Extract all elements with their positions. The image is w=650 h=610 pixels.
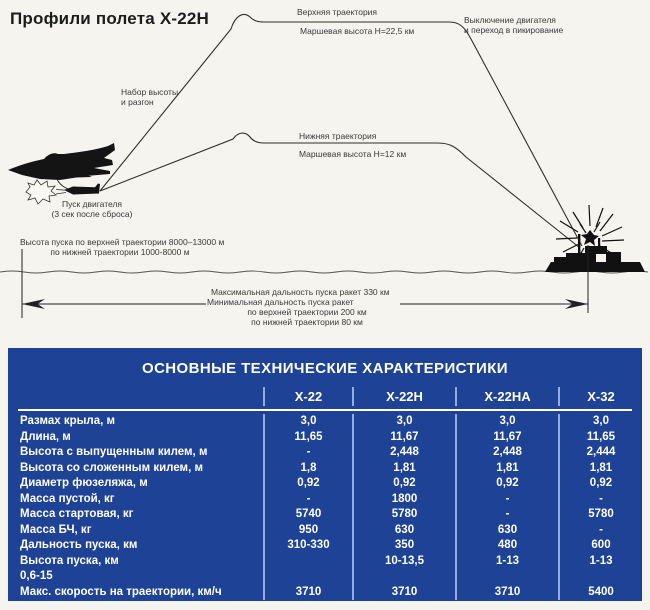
- row-label: Макс. скорость на траектории, км/ч: [20, 585, 222, 598]
- cell-value: 1,81: [558, 461, 642, 477]
- cell-value: 3710: [352, 585, 455, 601]
- row-label: Дальность пуска, км: [20, 539, 138, 551]
- table-header-row: [8, 387, 642, 406]
- cell-value: -: [558, 523, 642, 539]
- label-upper-trajectory: Верхняя траектория: [297, 7, 378, 17]
- row-label: Масса стартовая, кг: [20, 508, 134, 520]
- label-launch-altitude: Высота пуска по верхней траектории 8000–13000 м по нижней траектории 1000-8000 м: [20, 237, 225, 257]
- cell-value: 1-13: [558, 554, 642, 585]
- table-row: [8, 492, 642, 508]
- cell-value: 5780: [352, 507, 455, 523]
- cell-value: 3,0: [263, 414, 352, 430]
- cell-value: 3710: [263, 585, 352, 601]
- cell-value: 350: [352, 538, 455, 554]
- table-title: ОСНОВНЫЕ ТЕХНИЧЕСКИЕ ХАРАКТЕРИСТИКИ: [142, 360, 508, 377]
- diagram-title: Профили полета Х-22Н: [10, 9, 210, 28]
- cell-value: 11,67: [455, 430, 558, 446]
- cell-value: 1,8: [263, 461, 352, 477]
- row-label: Высота пуска, км 0,6-15: [20, 554, 119, 582]
- cell-value: 11,65: [558, 430, 642, 446]
- cell-value: 630: [455, 523, 558, 539]
- table-row: [8, 414, 642, 430]
- cell-value: 5780: [558, 507, 642, 523]
- row-label: Масса пустой, кг: [20, 492, 115, 505]
- explosion-core: [581, 230, 599, 246]
- missile-icon: [64, 184, 100, 195]
- cell-value: 600: [558, 538, 642, 554]
- cell-value: 3,0: [558, 414, 642, 430]
- cell-value: [263, 554, 352, 585]
- row-label: Размах крыла, м: [20, 415, 116, 427]
- cell-value: 3,0: [455, 414, 558, 430]
- column-header-x22: Х-22: [263, 387, 352, 406]
- cell-value: 0,92: [352, 476, 455, 492]
- cell-value: 11,65: [263, 430, 352, 446]
- cell-value: -: [455, 492, 558, 508]
- cell-value: 480: [455, 538, 558, 554]
- cell-value: 5400: [558, 585, 642, 601]
- cell-value: 5740: [263, 507, 352, 523]
- label-lower-trajectory: Нижняя траектория: [299, 131, 377, 141]
- table-row: [8, 445, 642, 461]
- row-label: Высота с выпущенным килем, м: [20, 446, 208, 458]
- cell-value: 1-13: [455, 554, 558, 585]
- label-upper-cruise-altitude: Маршевая высота Н=22,5 км: [300, 26, 415, 36]
- cell-value: 1,81: [455, 461, 558, 477]
- row-label: Длина, м: [20, 430, 71, 443]
- cell-value: 2,448: [455, 445, 558, 461]
- cell-value: -: [455, 507, 558, 523]
- table-row: [8, 430, 642, 446]
- label-engine-start: Пуск двигателя (3 сек после сброса): [51, 199, 133, 219]
- label-lower-cruise-altitude: Маршевая высота Н=12 км: [299, 149, 407, 159]
- cell-value: -: [263, 492, 352, 508]
- table-row: [8, 554, 642, 585]
- column-header-x32: Х-32: [558, 387, 642, 406]
- cell-value: -: [263, 445, 352, 461]
- header-rule: [18, 409, 632, 411]
- cell-value: 3710: [455, 585, 558, 601]
- cell-value: -: [558, 492, 642, 508]
- exhaust-trail-lines: [56, 190, 66, 195]
- label-engine-shutdown: Выключение двигателя и переход в пикирование: [464, 15, 564, 35]
- cell-value: 2,444: [558, 445, 642, 461]
- cell-value: 310-330: [263, 538, 352, 554]
- cell-value: 630: [352, 523, 455, 539]
- table-row: [8, 507, 642, 523]
- table-row: [8, 461, 642, 477]
- cell-value: 3,0: [352, 414, 455, 430]
- cell-value: 1,81: [352, 461, 455, 477]
- cell-value: 950: [263, 523, 352, 539]
- row-label: Диаметр фюзеляжа, м: [20, 477, 148, 489]
- row-label: Высота со сложенным килем, м: [20, 461, 203, 474]
- ship-icon: [545, 234, 645, 272]
- cell-value: 10-13,5: [352, 554, 455, 585]
- table-row: [8, 523, 642, 539]
- spec-table: [8, 348, 642, 601]
- cell-value: 2,448: [352, 445, 455, 461]
- column-header-x22n: Х-22Н: [352, 387, 455, 406]
- table-row: [8, 476, 642, 492]
- table-row: [8, 585, 642, 601]
- label-climb-acceleration: Набор высоты и разгон: [121, 87, 179, 107]
- column-header-x22na: Х-22НА: [455, 387, 558, 406]
- cell-value: 0,92: [558, 476, 642, 492]
- label-launch-range: Максимальная дальность пуска ракет 330 км Минимальная дальность пуска ракет по верхней траектории 200 км по нижней траектории 80 км: [207, 287, 390, 327]
- cell-value: 0,92: [263, 476, 352, 492]
- row-label: Масса БЧ, кг: [20, 523, 92, 536]
- cell-value: 0,92: [455, 476, 558, 492]
- cell-value: 1800: [352, 492, 455, 508]
- table-row: [8, 538, 642, 554]
- cell-value: 11,67: [352, 430, 455, 446]
- table-body: [8, 414, 642, 600]
